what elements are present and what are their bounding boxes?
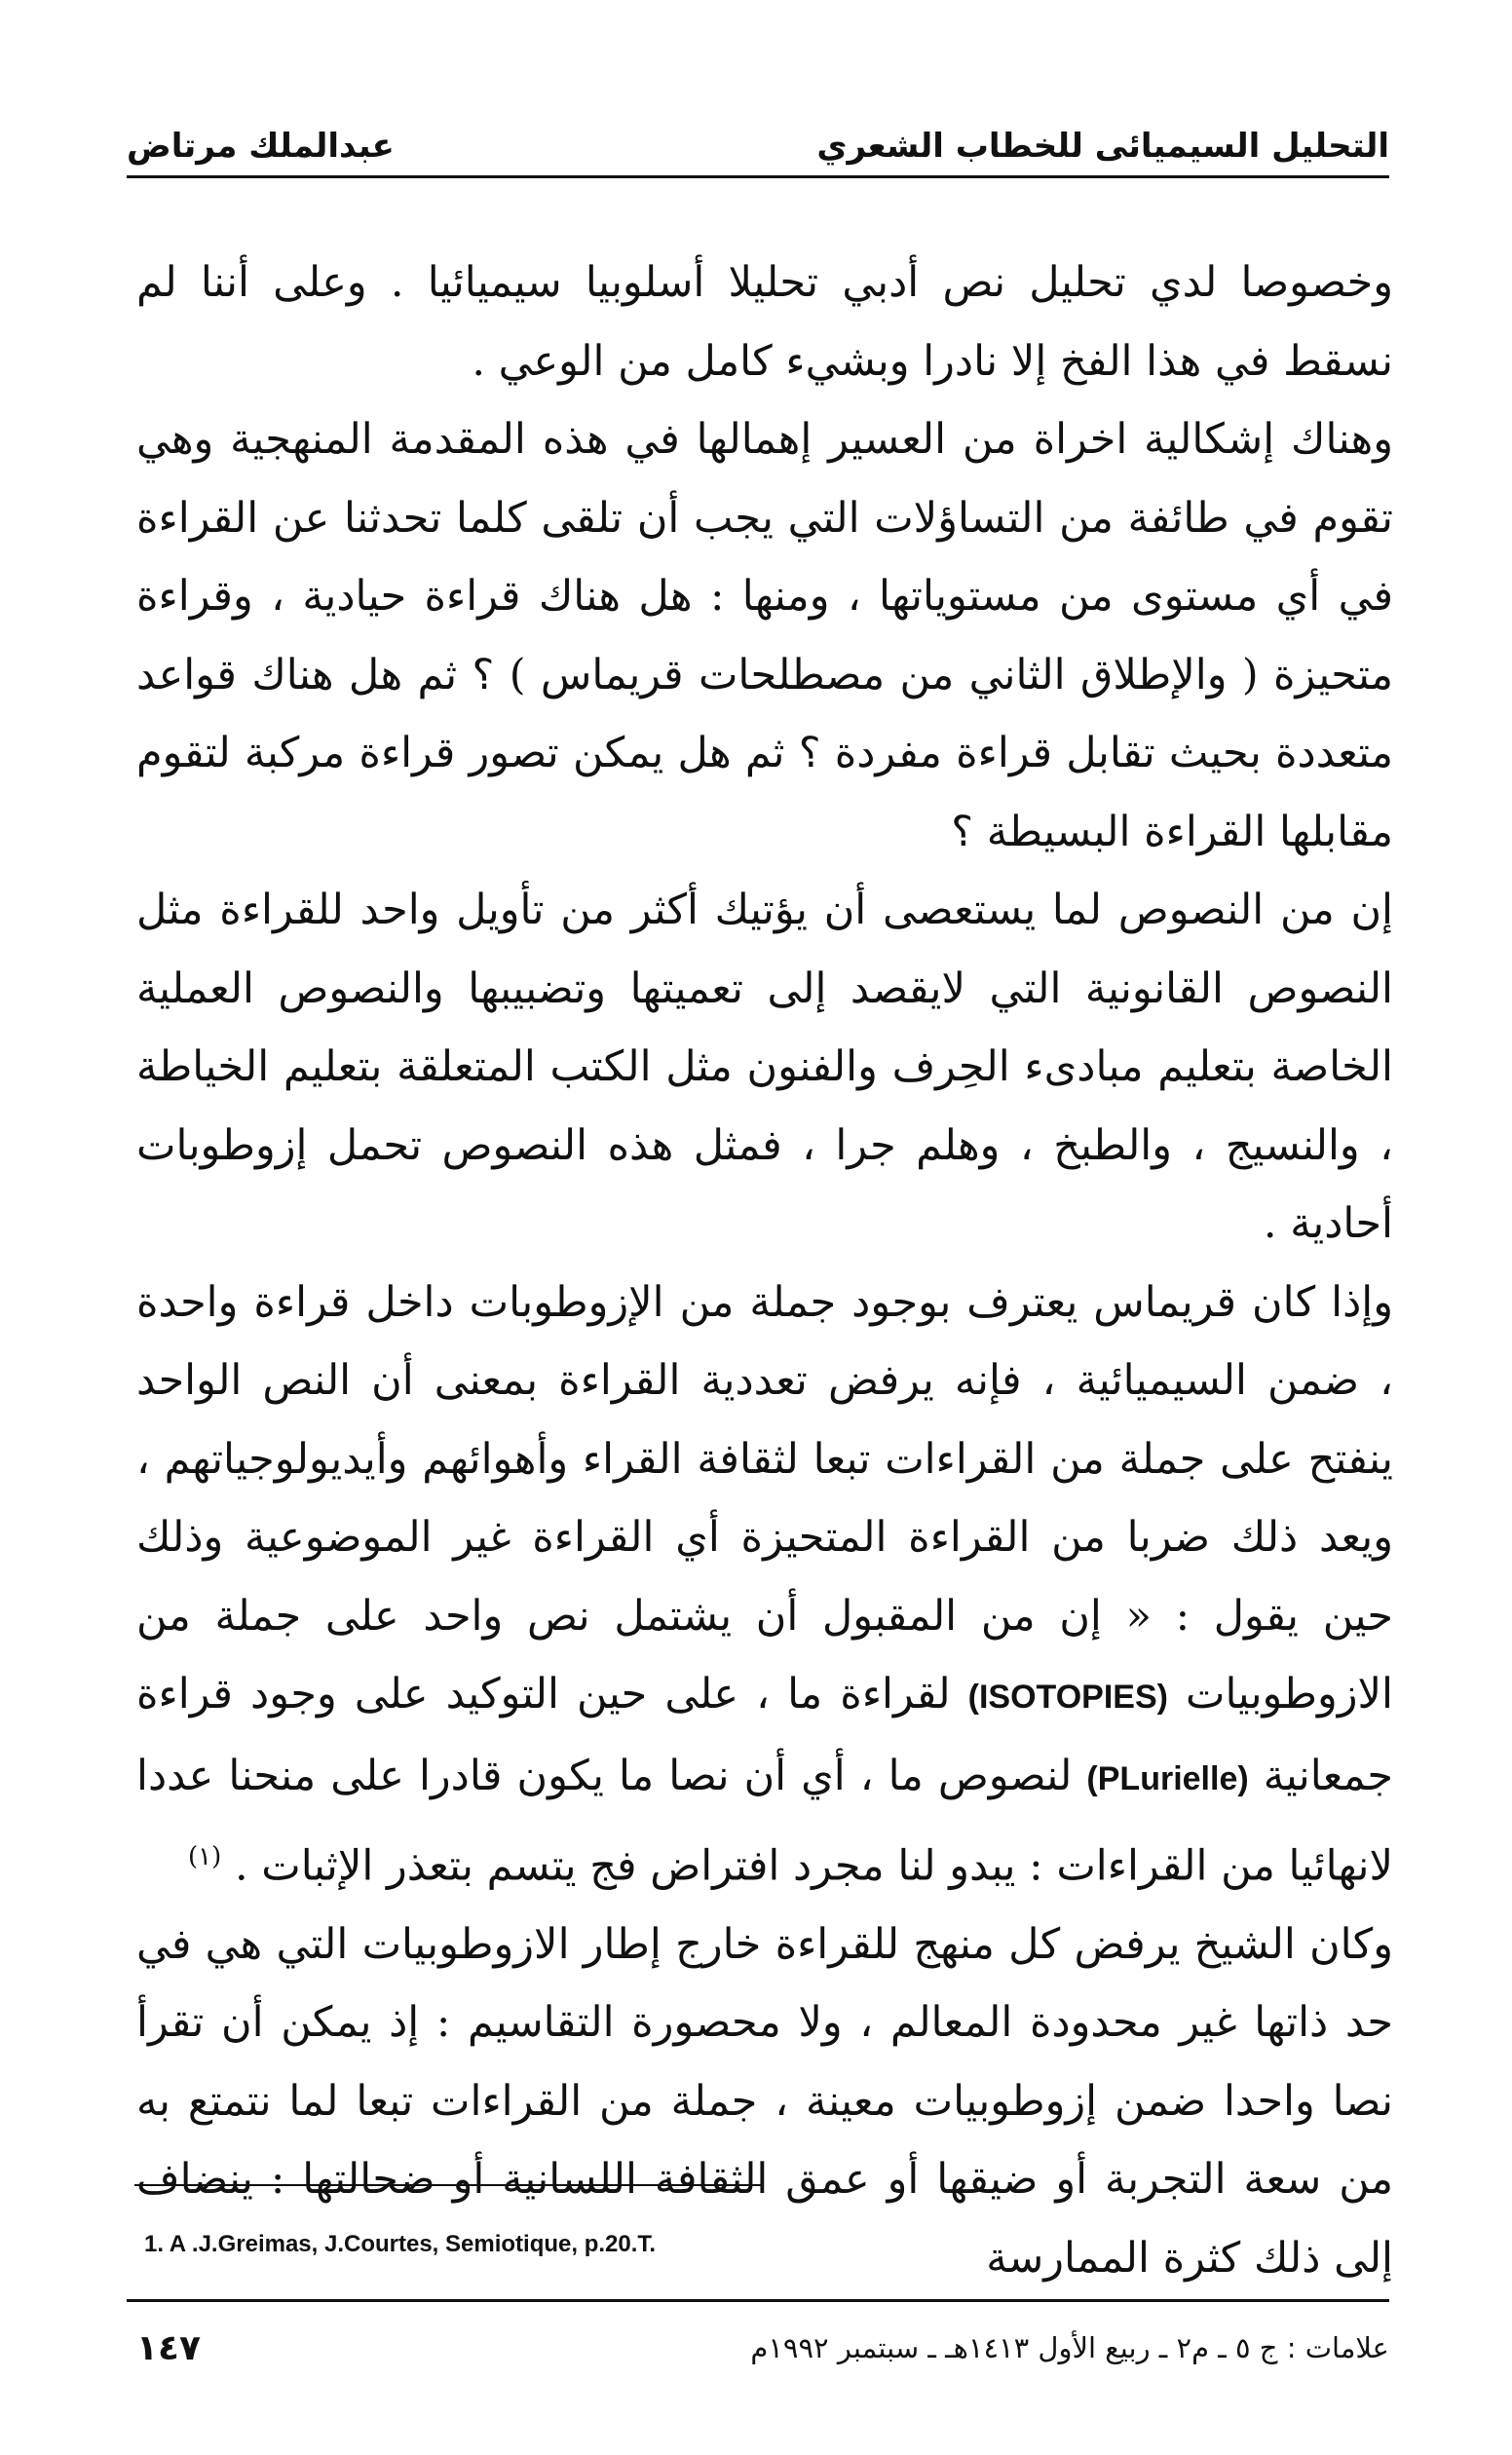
quote-text: لنصوص ما ، أي أن نصا ما يكون قادرا على منحنا عددا لانهائيا من القراءات : يبدو لنا مجرد افتراض فج يتسم بتعذر الإثبات . [136, 1751, 1393, 1891]
header-rule [127, 175, 1389, 178]
page-footer [136, 2323, 1389, 2372]
book-title: التحليل السيميائى للخطاب الشعري [816, 127, 1389, 166]
quote-paragraph [136, 1264, 1393, 1906]
footnote-rule [134, 2184, 763, 2186]
page-number: ١٤٧ [136, 2327, 201, 2368]
footnote-reference: (١) [188, 1842, 222, 1871]
latin-term-plurielle: (PLurielle) [1086, 1759, 1249, 1797]
quote-text: لقراءة ما ، على حين التوكيد على وجود قراءة جمعانية [136, 1670, 1393, 1800]
body-text [136, 244, 1393, 2297]
paragraph: وكان الشيخ يرفض كل منهج للقراءة خارج إطار الازوطوبيات التي هي في حد ذاتها غير محدودة المعالم ، ولا محصورة التقاسيم : إذ يمكن أن تقرأ نصا واحدا ضمن إزوطوبيات معينة ، جملة من القراءات تبعا لما نتمتع به من سعة التجربة أو ضيقها أو عمق الثقافة اللسانية أو ضحالتها : ينضاف إلى ذلك كثرة الممارسة [136, 1919, 1393, 2283]
journal-citation: علامات : ج ٥ ـ م٢ ـ ربيع الأول ١٤١٣هـ ـ سبتمبر ١٩٩٢م [750, 2331, 1389, 2364]
paragraph: وهناك إشكالية اخراة من العسير إهمالها في هذه المقدمة المنهجية وهي تقوم في طائفة من التساؤلات التي يجب أن تلقى كلما تحدثنا عن القراءة في أي مستوى من مستوياتها ، ومنها : هل هناك قراءة حيادية ، وقراءة متحيزة ( والإطلاق الثاني من مصطلحات قريماس ) ؟ ثم هل هناك قواعد متعددة بحيث تقابل قراءة مفردة ؟ ثم هل يمكن تصور قراءة مركبة لتقوم مقابلها القراءة البسيطة ؟ [136, 415, 1393, 856]
paragraph: وخصوصا لدي تحليل نص أدبي تحليلا أسلوبيا سيميائيا . وعلى أننا لم نسقط في هذا الفخ إلا نادرا وبشيء كامل من الوعي . [136, 258, 1393, 386]
latin-term-isotopies: (ISOTOPIES) [967, 1679, 1168, 1716]
author-name: عبدالملك مرتاض [127, 127, 395, 166]
footer-rule [127, 2299, 1389, 2302]
running-header [127, 107, 1389, 166]
paragraph: إن من النصوص لما يستعصى أن يؤتيك أكثر من تأويل واحد للقراءة مثل النصوص القانونية التي لايقصد إلى تعميتها وتضبيبها والنصوص العملية الخاصة بتعليم مبادىء الحِرف والفنون مثل الكتب المتعلقة بتعليم الخياطة ، والنسيج ، والطبخ ، وهلم جرا ، فمثل هذه النصوص تحمل إزوطوبات أحادية . [136, 886, 1393, 1248]
footnote: 1. A .J.Greimas, J.Courtes, Semiotique, p.20.T. [144, 2231, 657, 2257]
quote-text: وإذا كان قريماس يعترف بوجود جملة من الإزوطوبات داخل قراءة واحدة ، ضمن السيميائية ، فإنه يرفض تعددية القراءة بمعنى أن النص الواحد ينفتح على جملة من القراءات تبعا لثقافة القراء وأهوائهم وأيديولوجياتهم ، ويعد ذلك ضربا من القراءة المتحيزة أي القراءة غير الموضوعية وذلك حين يقول : « إن من المقبول أن يشتمل نص واحد على جملة من الازوطوبيات [136, 1277, 1393, 1718]
